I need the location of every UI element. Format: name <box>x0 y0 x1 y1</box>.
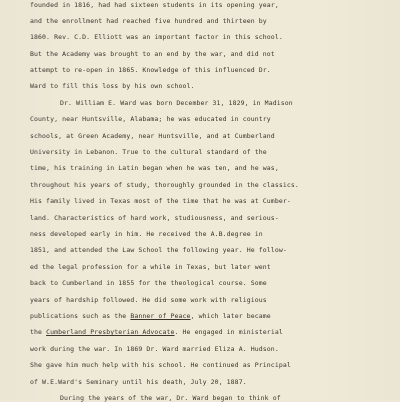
text-line: His family lived in Texas most of the time that he was at Cumber- <box>30 197 291 205</box>
text-line: She gave him much help with his school. He continued as Principal <box>30 361 291 369</box>
text-line: ed the legal profession for a while in Texas, but later went <box>30 263 271 271</box>
text-segment: the <box>30 328 47 336</box>
paragraph-first-line: During the years of the war, Dr. Ward began to think of <box>60 394 281 402</box>
text-line: County, near Huntsville, Alabama; he was educated in country <box>30 115 271 123</box>
text-line: throughout his years of study, thoroughly grounded in the classics. <box>30 181 299 189</box>
text-line: attempt to re-open in 1865. Knowledge of this influenced Dr. <box>30 66 271 74</box>
text-line: of W.E.Ward's Seminary until his death, July 20, 1887. <box>30 378 247 386</box>
text-line: Ward to fill this loss by his own school. <box>30 82 195 90</box>
publication-title: Banner of Peace <box>130 312 191 320</box>
text-segment: publications such as the <box>30 312 131 320</box>
text-line: years of hardship followed. He did some work with religious <box>30 296 267 304</box>
text-line: ness developed early in him. He received the A.B.degree in <box>30 230 263 238</box>
paragraph-first-line: Dr. William E. Ward was born December 31, 1829, in Madison <box>60 99 293 107</box>
text-segment: . He engaged in ministerial <box>174 328 283 336</box>
text-line <box>30 328 283 336</box>
text-line: back to Cumberland in 1855 for the theological course. Some <box>30 279 267 287</box>
text-segment: , which later became <box>190 312 271 320</box>
text-line: work during the war. In 1869 Dr. Ward married Eliza A. Hudson. <box>30 345 279 353</box>
text-line: 1860. Rev. C.D. Elliott was an important factor in this school. <box>30 33 283 41</box>
text-line: time, his training in Latin began when he was ten, and he was, <box>30 164 279 172</box>
text-line: 1851, and attended the Law School the following year. He follow- <box>30 246 287 254</box>
text-line: schools, at Green Academy, near Huntsville, and at Cumberland <box>30 132 275 140</box>
text-line <box>30 312 271 320</box>
publication-title: Cumberland Presbyterian Advocate <box>46 328 175 336</box>
text-line: University in Lebanon. True to the cultural standard of the <box>30 148 267 156</box>
text-line: land. Characteristics of hard work, studiousness, and serious- <box>30 214 279 222</box>
text-line: But the Academy was brought to an end by the war, and did not <box>30 50 275 58</box>
text-line: founded in 1816, had had sixteen students in its opening year, <box>30 1 279 9</box>
text-line: and the enrollment had reached five hundred and thirteen by <box>30 17 267 25</box>
